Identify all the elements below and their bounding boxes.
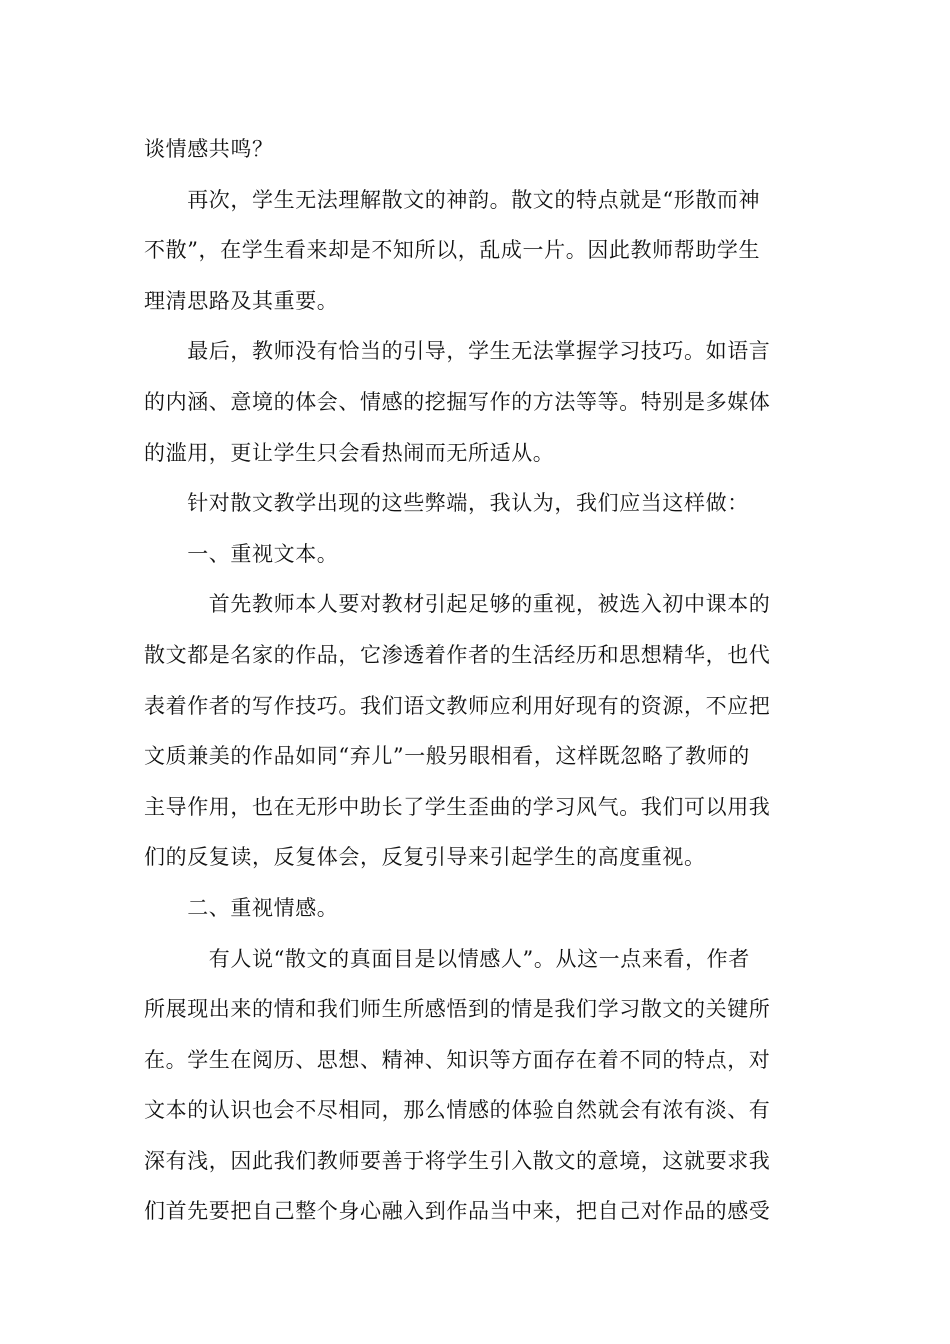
- text-line: 首先教师本人要对教材引起足够的重视，被选入初中课本的: [144, 592, 771, 617]
- text-line: 所展现出来的情和我们师生所感悟到的情是我们学习散文的关键所: [144, 997, 771, 1022]
- text-line: 的内涵、意境的体会、情感的挖掘写作的方法等等。特别是多媒体: [144, 389, 771, 414]
- text-line: 深有浅，因此我们教师要善于将学生引入散文的意境，这就要求我: [144, 1148, 771, 1173]
- text-line: 最后，教师没有恰当的引导，学生无法掌握学习技巧。如语言: [144, 339, 771, 364]
- text-line: 在。学生在阅历、思想、精神、知识等方面存在着不同的特点，对: [144, 1047, 771, 1072]
- section-heading: 二、重视情感。: [144, 895, 339, 920]
- text-line: 再次，学生无法理解散文的神韵。散文的特点就是“形散而神: [144, 187, 761, 212]
- text-line: 谈情感共鸣？: [144, 137, 274, 161]
- text-line: 们的反复读，反复体会，反复引导来引起学生的高度重视。: [144, 845, 706, 870]
- text-line: 不散”，在学生看来却是不知所以，乱成一片。因此教师帮助学生: [144, 238, 761, 263]
- text-line: 们首先要把自己整个身心融入到作品当中来，把自己对作品的感受: [144, 1199, 771, 1224]
- text-line: 针对散文教学出现的这些弊端，我认为，我们应当这样做：: [144, 491, 749, 516]
- text-line: 文本的认识也会不尽相同，那么情感的体验自然就会有浓有淡、有: [144, 1098, 771, 1123]
- section-heading: 一、重视文本。: [144, 541, 339, 566]
- text-line: 文质兼美的作品如同“弃儿”一般另眼相看，这样既忽略了教师的: [144, 744, 750, 769]
- text-line: 散文都是名家的作品，它渗透着作者的生活经历和思想精华，也代: [144, 642, 771, 667]
- text-line: 理清思路及其重要。: [144, 288, 339, 313]
- text-line: 主导作用，也在无形中助长了学生歪曲的学习风气。我们可以用我: [144, 794, 771, 819]
- text-line: 表着作者的写作技巧。我们语文教师应利用好现有的资源，不应把: [144, 693, 771, 718]
- text-line: 有人说“散文的真面目是以情感人”。从这一点来看，作者: [144, 946, 750, 971]
- document-body: [144, 124, 806, 1237]
- text-line: 的滥用，更让学生只会看热闹而无所适从。: [144, 440, 555, 465]
